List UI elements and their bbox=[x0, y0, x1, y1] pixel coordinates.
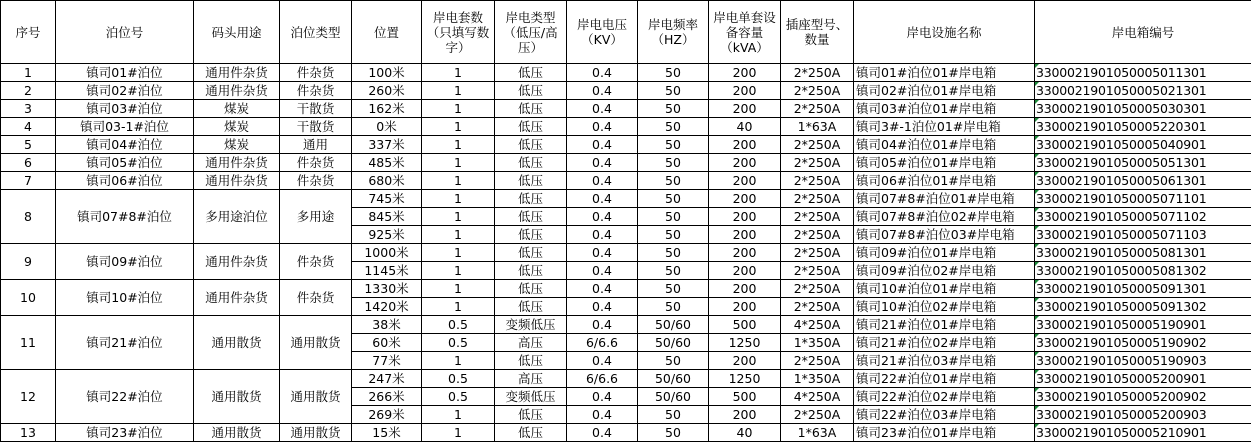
cell-facility-name[interactable]: 镇司07#8#泊位01#岸电箱 bbox=[854, 190, 1035, 208]
cell-wharf-use[interactable]: 煤炭 bbox=[194, 100, 280, 118]
cell-position[interactable]: 60米 bbox=[352, 334, 422, 352]
cell-power-type[interactable]: 低压 bbox=[495, 280, 567, 298]
cell-position[interactable]: 1000米 bbox=[352, 244, 422, 262]
cell-set-count[interactable]: 1 bbox=[422, 118, 495, 136]
cell-berth-type[interactable]: 件杂货 bbox=[280, 64, 352, 82]
cell-berth-type[interactable]: 件杂货 bbox=[280, 154, 352, 172]
cell-set-count[interactable]: 0.5 bbox=[422, 316, 495, 334]
cell-wharf-use[interactable]: 多用途泊位 bbox=[194, 190, 280, 244]
cell-power-type[interactable]: 低压 bbox=[495, 136, 567, 154]
cell-wharf-use[interactable]: 通用件杂货 bbox=[194, 82, 280, 100]
cell-socket[interactable]: 2*250A bbox=[781, 226, 854, 244]
cell-facility-name[interactable]: 镇司22#泊位02#岸电箱 bbox=[854, 388, 1035, 406]
cell-frequency[interactable]: 50 bbox=[638, 82, 709, 100]
cell-socket[interactable]: 2*250A bbox=[781, 244, 854, 262]
cell-capacity[interactable]: 40 bbox=[709, 118, 781, 136]
cell-set-count[interactable]: 1 bbox=[422, 226, 495, 244]
cell-set-count[interactable]: 1 bbox=[422, 424, 495, 442]
cell-box-no[interactable]: 3300021901050005040901 bbox=[1035, 136, 1251, 154]
cell-berth-no[interactable]: 镇司07#8#泊位 bbox=[56, 190, 194, 244]
cell-berth-no[interactable]: 镇司01#泊位 bbox=[56, 64, 194, 82]
cell-power-type[interactable]: 变频低压 bbox=[495, 388, 567, 406]
cell-frequency[interactable]: 50 bbox=[638, 136, 709, 154]
cell-voltage[interactable]: 0.4 bbox=[567, 100, 638, 118]
cell-box-no[interactable]: 3300021901050005200901 bbox=[1035, 370, 1251, 388]
cell-position[interactable]: 1420米 bbox=[352, 298, 422, 316]
table-body bbox=[1, 64, 1251, 442]
table-row bbox=[1, 154, 1251, 172]
header-socket: 插座型号、数量 bbox=[781, 1, 854, 64]
cell-capacity[interactable]: 200 bbox=[709, 190, 781, 208]
cell-socket[interactable]: 1*350A bbox=[781, 334, 854, 352]
cell-berth-no[interactable]: 镇司23#泊位 bbox=[56, 424, 194, 442]
cell-frequency[interactable]: 50/60 bbox=[638, 388, 709, 406]
cell-seq[interactable]: 2 bbox=[1, 82, 56, 100]
cell-wharf-use[interactable]: 通用件杂货 bbox=[194, 172, 280, 190]
cell-capacity[interactable]: 1250 bbox=[709, 334, 781, 352]
cell-facility-name[interactable]: 镇司21#泊位03#岸电箱 bbox=[854, 352, 1035, 370]
cell-facility-name[interactable]: 镇司10#泊位01#岸电箱 bbox=[854, 280, 1035, 298]
cell-wharf-use[interactable]: 通用件杂货 bbox=[194, 154, 280, 172]
cell-set-count[interactable]: 1 bbox=[422, 136, 495, 154]
cell-voltage[interactable]: 0.4 bbox=[567, 64, 638, 82]
cell-socket[interactable]: 1*63A bbox=[781, 424, 854, 442]
cell-voltage[interactable]: 0.4 bbox=[567, 208, 638, 226]
cell-frequency[interactable]: 50 bbox=[638, 118, 709, 136]
cell-box-no[interactable]: 3300021901050005200902 bbox=[1035, 388, 1251, 406]
cell-seq[interactable]: 5 bbox=[1, 136, 56, 154]
header-voltage: 岸电电压（KV） bbox=[567, 1, 638, 64]
cell-position[interactable]: 0米 bbox=[352, 118, 422, 136]
cell-box-no[interactable]: 3300021901050005210901 bbox=[1035, 424, 1251, 442]
cell-socket[interactable]: 2*250A bbox=[781, 352, 854, 370]
cell-box-no[interactable]: 3300021901050005071103 bbox=[1035, 226, 1251, 244]
cell-berth-no[interactable]: 镇司10#泊位 bbox=[56, 280, 194, 316]
cell-berth-no[interactable]: 镇司22#泊位 bbox=[56, 370, 194, 424]
cell-capacity[interactable]: 200 bbox=[709, 64, 781, 82]
cell-frequency[interactable]: 50 bbox=[638, 424, 709, 442]
cell-power-type[interactable]: 变频低压 bbox=[495, 316, 567, 334]
cell-berth-type[interactable]: 通用散货 bbox=[280, 370, 352, 424]
cell-frequency[interactable]: 50 bbox=[638, 262, 709, 280]
cell-berth-no[interactable]: 镇司21#泊位 bbox=[56, 316, 194, 370]
cell-facility-name[interactable]: 镇司05#泊位01#岸电箱 bbox=[854, 154, 1035, 172]
cell-voltage[interactable]: 0.4 bbox=[567, 226, 638, 244]
cell-seq[interactable]: 12 bbox=[1, 370, 56, 424]
cell-frequency[interactable]: 50/60 bbox=[638, 370, 709, 388]
cell-facility-name[interactable]: 镇司07#8#泊位02#岸电箱 bbox=[854, 208, 1035, 226]
cell-berth-type[interactable]: 通用散货 bbox=[280, 424, 352, 442]
cell-power-type[interactable]: 低压 bbox=[495, 100, 567, 118]
cell-seq[interactable]: 1 bbox=[1, 64, 56, 82]
cell-berth-type[interactable]: 件杂货 bbox=[280, 244, 352, 280]
cell-power-type[interactable]: 低压 bbox=[495, 244, 567, 262]
cell-power-type[interactable]: 低压 bbox=[495, 208, 567, 226]
cell-voltage[interactable]: 0.4 bbox=[567, 154, 638, 172]
cell-box-no[interactable]: 3300021901050005091301 bbox=[1035, 280, 1251, 298]
cell-power-type[interactable]: 低压 bbox=[495, 424, 567, 442]
header-frequency: 岸电频率（HZ） bbox=[638, 1, 709, 64]
cell-set-count[interactable]: 1 bbox=[422, 208, 495, 226]
cell-wharf-use[interactable]: 通用散货 bbox=[194, 370, 280, 424]
cell-capacity[interactable]: 200 bbox=[709, 172, 781, 190]
cell-box-no[interactable]: 3300021901050005081301 bbox=[1035, 244, 1251, 262]
cell-wharf-use[interactable]: 通用件杂货 bbox=[194, 64, 280, 82]
cell-power-type[interactable]: 低压 bbox=[495, 172, 567, 190]
cell-power-type[interactable]: 低压 bbox=[495, 262, 567, 280]
cell-seq[interactable]: 9 bbox=[1, 244, 56, 280]
table-row bbox=[1, 244, 1251, 262]
cell-socket[interactable]: 2*250A bbox=[781, 406, 854, 424]
header-row bbox=[1, 1, 1251, 64]
cell-frequency[interactable]: 50 bbox=[638, 298, 709, 316]
table-row bbox=[1, 64, 1251, 82]
cell-voltage[interactable]: 0.4 bbox=[567, 316, 638, 334]
cell-position[interactable]: 162米 bbox=[352, 100, 422, 118]
cell-capacity[interactable]: 40 bbox=[709, 424, 781, 442]
table-row bbox=[1, 280, 1251, 298]
cell-voltage[interactable]: 0.4 bbox=[567, 424, 638, 442]
cell-berth-type[interactable]: 干散货 bbox=[280, 118, 352, 136]
cell-facility-name[interactable]: 镇司22#泊位01#岸电箱 bbox=[854, 370, 1035, 388]
cell-berth-type[interactable]: 多用途 bbox=[280, 190, 352, 244]
cell-frequency[interactable]: 50 bbox=[638, 226, 709, 244]
cell-set-count[interactable]: 1 bbox=[422, 64, 495, 82]
cell-box-no[interactable]: 3300021901050005190901 bbox=[1035, 316, 1251, 334]
cell-capacity[interactable]: 200 bbox=[709, 406, 781, 424]
table-row bbox=[1, 136, 1251, 154]
cell-seq[interactable]: 13 bbox=[1, 424, 56, 442]
header-set-count: 岸电套数（只填写数字） bbox=[422, 1, 495, 64]
header-berth-no: 泊位号 bbox=[56, 1, 194, 64]
cell-berth-no[interactable]: 镇司06#泊位 bbox=[56, 172, 194, 190]
header-capacity: 岸电单套设备容量（kVA） bbox=[709, 1, 781, 64]
cell-voltage[interactable]: 0.4 bbox=[567, 118, 638, 136]
cell-voltage[interactable]: 6/6.6 bbox=[567, 334, 638, 352]
cell-set-count[interactable]: 1 bbox=[422, 172, 495, 190]
cell-socket[interactable]: 2*250A bbox=[781, 262, 854, 280]
cell-position[interactable]: 337米 bbox=[352, 136, 422, 154]
cell-set-count[interactable]: 0.5 bbox=[422, 370, 495, 388]
cell-capacity[interactable]: 1250 bbox=[709, 370, 781, 388]
header-seq: 序号 bbox=[1, 1, 56, 64]
cell-box-no[interactable]: 3300021901050005021301 bbox=[1035, 82, 1251, 100]
cell-voltage[interactable]: 0.4 bbox=[567, 406, 638, 424]
cell-power-type[interactable]: 高压 bbox=[495, 334, 567, 352]
cell-voltage[interactable]: 6/6.6 bbox=[567, 370, 638, 388]
cell-facility-name[interactable]: 镇司3#-1泊位01#岸电箱 bbox=[854, 118, 1035, 136]
cell-berth-no[interactable]: 镇司02#泊位 bbox=[56, 82, 194, 100]
table-row bbox=[1, 118, 1251, 136]
cell-facility-name[interactable]: 镇司01#泊位01#岸电箱 bbox=[854, 64, 1035, 82]
cell-set-count[interactable]: 1 bbox=[422, 406, 495, 424]
cell-box-no[interactable]: 3300021901050005051301 bbox=[1035, 154, 1251, 172]
cell-wharf-use[interactable]: 通用散货 bbox=[194, 316, 280, 370]
cell-berth-type[interactable]: 通用散货 bbox=[280, 316, 352, 370]
cell-voltage[interactable]: 0.4 bbox=[567, 298, 638, 316]
cell-set-count[interactable]: 1 bbox=[422, 190, 495, 208]
cell-power-type[interactable]: 低压 bbox=[495, 118, 567, 136]
cell-box-no[interactable]: 3300021901050005030301 bbox=[1035, 100, 1251, 118]
cell-voltage[interactable]: 0.4 bbox=[567, 262, 638, 280]
cell-berth-type[interactable]: 通用 bbox=[280, 136, 352, 154]
header-facility-name: 岸电设施名称 bbox=[854, 1, 1035, 64]
cell-power-type[interactable]: 高压 bbox=[495, 370, 567, 388]
cell-box-no[interactable]: 3300021901050005011301 bbox=[1035, 64, 1251, 82]
cell-box-no[interactable]: 3300021901050005081302 bbox=[1035, 262, 1251, 280]
cell-position[interactable]: 485米 bbox=[352, 154, 422, 172]
cell-box-no[interactable]: 3300021901050005071101 bbox=[1035, 190, 1251, 208]
cell-voltage[interactable]: 0.4 bbox=[567, 388, 638, 406]
header-power-type: 岸电类型（低压/高压） bbox=[495, 1, 567, 64]
cell-berth-type[interactable]: 干散货 bbox=[280, 100, 352, 118]
cell-socket[interactable]: 2*250A bbox=[781, 208, 854, 226]
cell-facility-name[interactable]: 镇司21#泊位01#岸电箱 bbox=[854, 316, 1035, 334]
cell-frequency[interactable]: 50 bbox=[638, 280, 709, 298]
cell-voltage[interactable]: 0.4 bbox=[567, 136, 638, 154]
cell-voltage[interactable]: 0.4 bbox=[567, 172, 638, 190]
cell-socket[interactable]: 2*250A bbox=[781, 100, 854, 118]
cell-frequency[interactable]: 50 bbox=[638, 406, 709, 424]
cell-seq[interactable]: 10 bbox=[1, 280, 56, 316]
cell-frequency[interactable]: 50 bbox=[638, 154, 709, 172]
cell-set-count[interactable]: 1 bbox=[422, 262, 495, 280]
cell-capacity[interactable]: 500 bbox=[709, 316, 781, 334]
cell-facility-name[interactable]: 镇司07#8#泊位03#岸电箱 bbox=[854, 226, 1035, 244]
cell-power-type[interactable]: 低压 bbox=[495, 226, 567, 244]
cell-box-no[interactable]: 3300021901050005071102 bbox=[1035, 208, 1251, 226]
cell-socket[interactable]: 2*250A bbox=[781, 154, 854, 172]
cell-wharf-use[interactable]: 通用件杂货 bbox=[194, 244, 280, 280]
cell-power-type[interactable]: 低压 bbox=[495, 82, 567, 100]
table-row bbox=[1, 82, 1251, 100]
cell-seq[interactable]: 7 bbox=[1, 172, 56, 190]
cell-socket[interactable]: 1*63A bbox=[781, 118, 854, 136]
cell-wharf-use[interactable]: 煤炭 bbox=[194, 118, 280, 136]
table-row bbox=[1, 316, 1251, 334]
cell-socket[interactable]: 4*250A bbox=[781, 316, 854, 334]
cell-set-count[interactable]: 1 bbox=[422, 100, 495, 118]
cell-power-type[interactable]: 低压 bbox=[495, 352, 567, 370]
cell-set-count[interactable]: 1 bbox=[422, 154, 495, 172]
table-row bbox=[1, 172, 1251, 190]
cell-socket[interactable]: 1*350A bbox=[781, 370, 854, 388]
cell-facility-name[interactable]: 镇司23#泊位01#岸电箱 bbox=[854, 424, 1035, 442]
cell-facility-name[interactable]: 镇司10#泊位02#岸电箱 bbox=[854, 298, 1035, 316]
cell-position[interactable]: 845米 bbox=[352, 208, 422, 226]
cell-position[interactable]: 1330米 bbox=[352, 280, 422, 298]
cell-capacity[interactable]: 200 bbox=[709, 244, 781, 262]
cell-voltage[interactable]: 0.4 bbox=[567, 82, 638, 100]
cell-power-type[interactable]: 低压 bbox=[495, 64, 567, 82]
cell-capacity[interactable]: 200 bbox=[709, 352, 781, 370]
cell-wharf-use[interactable]: 煤炭 bbox=[194, 136, 280, 154]
cell-set-count[interactable]: 1 bbox=[422, 298, 495, 316]
cell-berth-no[interactable]: 镇司05#泊位 bbox=[56, 154, 194, 172]
cell-facility-name[interactable]: 镇司04#泊位01#岸电箱 bbox=[854, 136, 1035, 154]
cell-seq[interactable]: 8 bbox=[1, 190, 56, 244]
cell-power-type[interactable]: 低压 bbox=[495, 298, 567, 316]
cell-capacity[interactable]: 200 bbox=[709, 262, 781, 280]
cell-frequency[interactable]: 50/60 bbox=[638, 316, 709, 334]
cell-facility-name[interactable]: 镇司09#泊位01#岸电箱 bbox=[854, 244, 1035, 262]
cell-wharf-use[interactable]: 通用件杂货 bbox=[194, 280, 280, 316]
table-row bbox=[1, 190, 1251, 208]
cell-capacity[interactable]: 200 bbox=[709, 136, 781, 154]
cell-power-type[interactable]: 低压 bbox=[495, 406, 567, 424]
cell-socket[interactable]: 2*250A bbox=[781, 136, 854, 154]
cell-set-count[interactable]: 1 bbox=[422, 352, 495, 370]
cell-set-count[interactable]: 0.5 bbox=[422, 334, 495, 352]
cell-box-no[interactable]: 3300021901050005091302 bbox=[1035, 298, 1251, 316]
cell-socket[interactable]: 2*250A bbox=[781, 298, 854, 316]
cell-position[interactable]: 100米 bbox=[352, 64, 422, 82]
cell-set-count[interactable]: 1 bbox=[422, 244, 495, 262]
cell-frequency[interactable]: 50 bbox=[638, 208, 709, 226]
cell-frequency[interactable]: 50 bbox=[638, 190, 709, 208]
cell-voltage[interactable]: 0.4 bbox=[567, 280, 638, 298]
cell-capacity[interactable]: 200 bbox=[709, 280, 781, 298]
cell-berth-no[interactable]: 镇司03-1#泊位 bbox=[56, 118, 194, 136]
cell-socket[interactable]: 4*250A bbox=[781, 388, 854, 406]
cell-power-type[interactable]: 低压 bbox=[495, 154, 567, 172]
cell-seq[interactable]: 11 bbox=[1, 316, 56, 370]
cell-voltage[interactable]: 0.4 bbox=[567, 190, 638, 208]
cell-facility-name[interactable]: 镇司21#泊位02#岸电箱 bbox=[854, 334, 1035, 352]
cell-berth-type[interactable]: 件杂货 bbox=[280, 172, 352, 190]
cell-power-type[interactable]: 低压 bbox=[495, 190, 567, 208]
cell-capacity[interactable]: 200 bbox=[709, 154, 781, 172]
cell-position[interactable]: 38米 bbox=[352, 316, 422, 334]
cell-seq[interactable]: 4 bbox=[1, 118, 56, 136]
cell-position[interactable]: 1145米 bbox=[352, 262, 422, 280]
cell-facility-name[interactable]: 镇司22#泊位03#岸电箱 bbox=[854, 406, 1035, 424]
cell-position[interactable]: 77米 bbox=[352, 352, 422, 370]
cell-box-no[interactable]: 3300021901050005190903 bbox=[1035, 352, 1251, 370]
cell-socket[interactable]: 2*250A bbox=[781, 64, 854, 82]
cell-set-count[interactable]: 1 bbox=[422, 280, 495, 298]
cell-socket[interactable]: 2*250A bbox=[781, 280, 854, 298]
cell-socket[interactable]: 2*250A bbox=[781, 172, 854, 190]
cell-box-no[interactable]: 3300021901050005190902 bbox=[1035, 334, 1251, 352]
cell-position[interactable]: 269米 bbox=[352, 406, 422, 424]
cell-capacity[interactable]: 500 bbox=[709, 388, 781, 406]
cell-set-count[interactable]: 0.5 bbox=[422, 388, 495, 406]
header-berth-type: 泊位类型 bbox=[280, 1, 352, 64]
cell-voltage[interactable]: 0.4 bbox=[567, 244, 638, 262]
cell-box-no[interactable]: 3300021901050005061301 bbox=[1035, 172, 1251, 190]
cell-capacity[interactable]: 200 bbox=[709, 100, 781, 118]
cell-capacity[interactable]: 200 bbox=[709, 82, 781, 100]
cell-facility-name[interactable]: 镇司03#泊位01#岸电箱 bbox=[854, 100, 1035, 118]
header-wharf-use: 码头用途 bbox=[194, 1, 280, 64]
header-box-no: 岸电箱编号 bbox=[1035, 1, 1251, 64]
cell-berth-type[interactable]: 件杂货 bbox=[280, 280, 352, 316]
cell-position[interactable]: 680米 bbox=[352, 172, 422, 190]
cell-socket[interactable]: 2*250A bbox=[781, 190, 854, 208]
cell-capacity[interactable]: 200 bbox=[709, 226, 781, 244]
cell-facility-name[interactable]: 镇司02#泊位01#岸电箱 bbox=[854, 82, 1035, 100]
table-row bbox=[1, 424, 1251, 442]
cell-position[interactable]: 247米 bbox=[352, 370, 422, 388]
table-row bbox=[1, 100, 1251, 118]
cell-voltage[interactable]: 0.4 bbox=[567, 352, 638, 370]
cell-frequency[interactable]: 50 bbox=[638, 100, 709, 118]
cell-seq[interactable]: 6 bbox=[1, 154, 56, 172]
cell-set-count[interactable]: 1 bbox=[422, 82, 495, 100]
cell-position[interactable]: 925米 bbox=[352, 226, 422, 244]
cell-frequency[interactable]: 50/60 bbox=[638, 334, 709, 352]
cell-berth-no[interactable]: 镇司04#泊位 bbox=[56, 136, 194, 154]
cell-facility-name[interactable]: 镇司09#泊位02#岸电箱 bbox=[854, 262, 1035, 280]
cell-frequency[interactable]: 50 bbox=[638, 352, 709, 370]
cell-frequency[interactable]: 50 bbox=[638, 64, 709, 82]
cell-seq[interactable]: 3 bbox=[1, 100, 56, 118]
table-row bbox=[1, 370, 1251, 388]
cell-berth-type[interactable]: 件杂货 bbox=[280, 82, 352, 100]
cell-box-no[interactable]: 3300021901050005220301 bbox=[1035, 118, 1251, 136]
cell-capacity[interactable]: 200 bbox=[709, 208, 781, 226]
cell-box-no[interactable]: 3300021901050005200903 bbox=[1035, 406, 1251, 424]
cell-position[interactable]: 260米 bbox=[352, 82, 422, 100]
header-position: 位置 bbox=[352, 1, 422, 64]
cell-position[interactable]: 15米 bbox=[352, 424, 422, 442]
cell-facility-name[interactable]: 镇司06#泊位01#岸电箱 bbox=[854, 172, 1035, 190]
cell-position[interactable]: 266米 bbox=[352, 388, 422, 406]
cell-frequency[interactable]: 50 bbox=[638, 172, 709, 190]
cell-socket[interactable]: 2*250A bbox=[781, 82, 854, 100]
cell-position[interactable]: 745米 bbox=[352, 190, 422, 208]
cell-frequency[interactable]: 50 bbox=[638, 244, 709, 262]
cell-wharf-use[interactable]: 通用散货 bbox=[194, 424, 280, 442]
cell-berth-no[interactable]: 镇司09#泊位 bbox=[56, 244, 194, 280]
cell-berth-no[interactable]: 镇司03#泊位 bbox=[56, 100, 194, 118]
cell-capacity[interactable]: 200 bbox=[709, 298, 781, 316]
